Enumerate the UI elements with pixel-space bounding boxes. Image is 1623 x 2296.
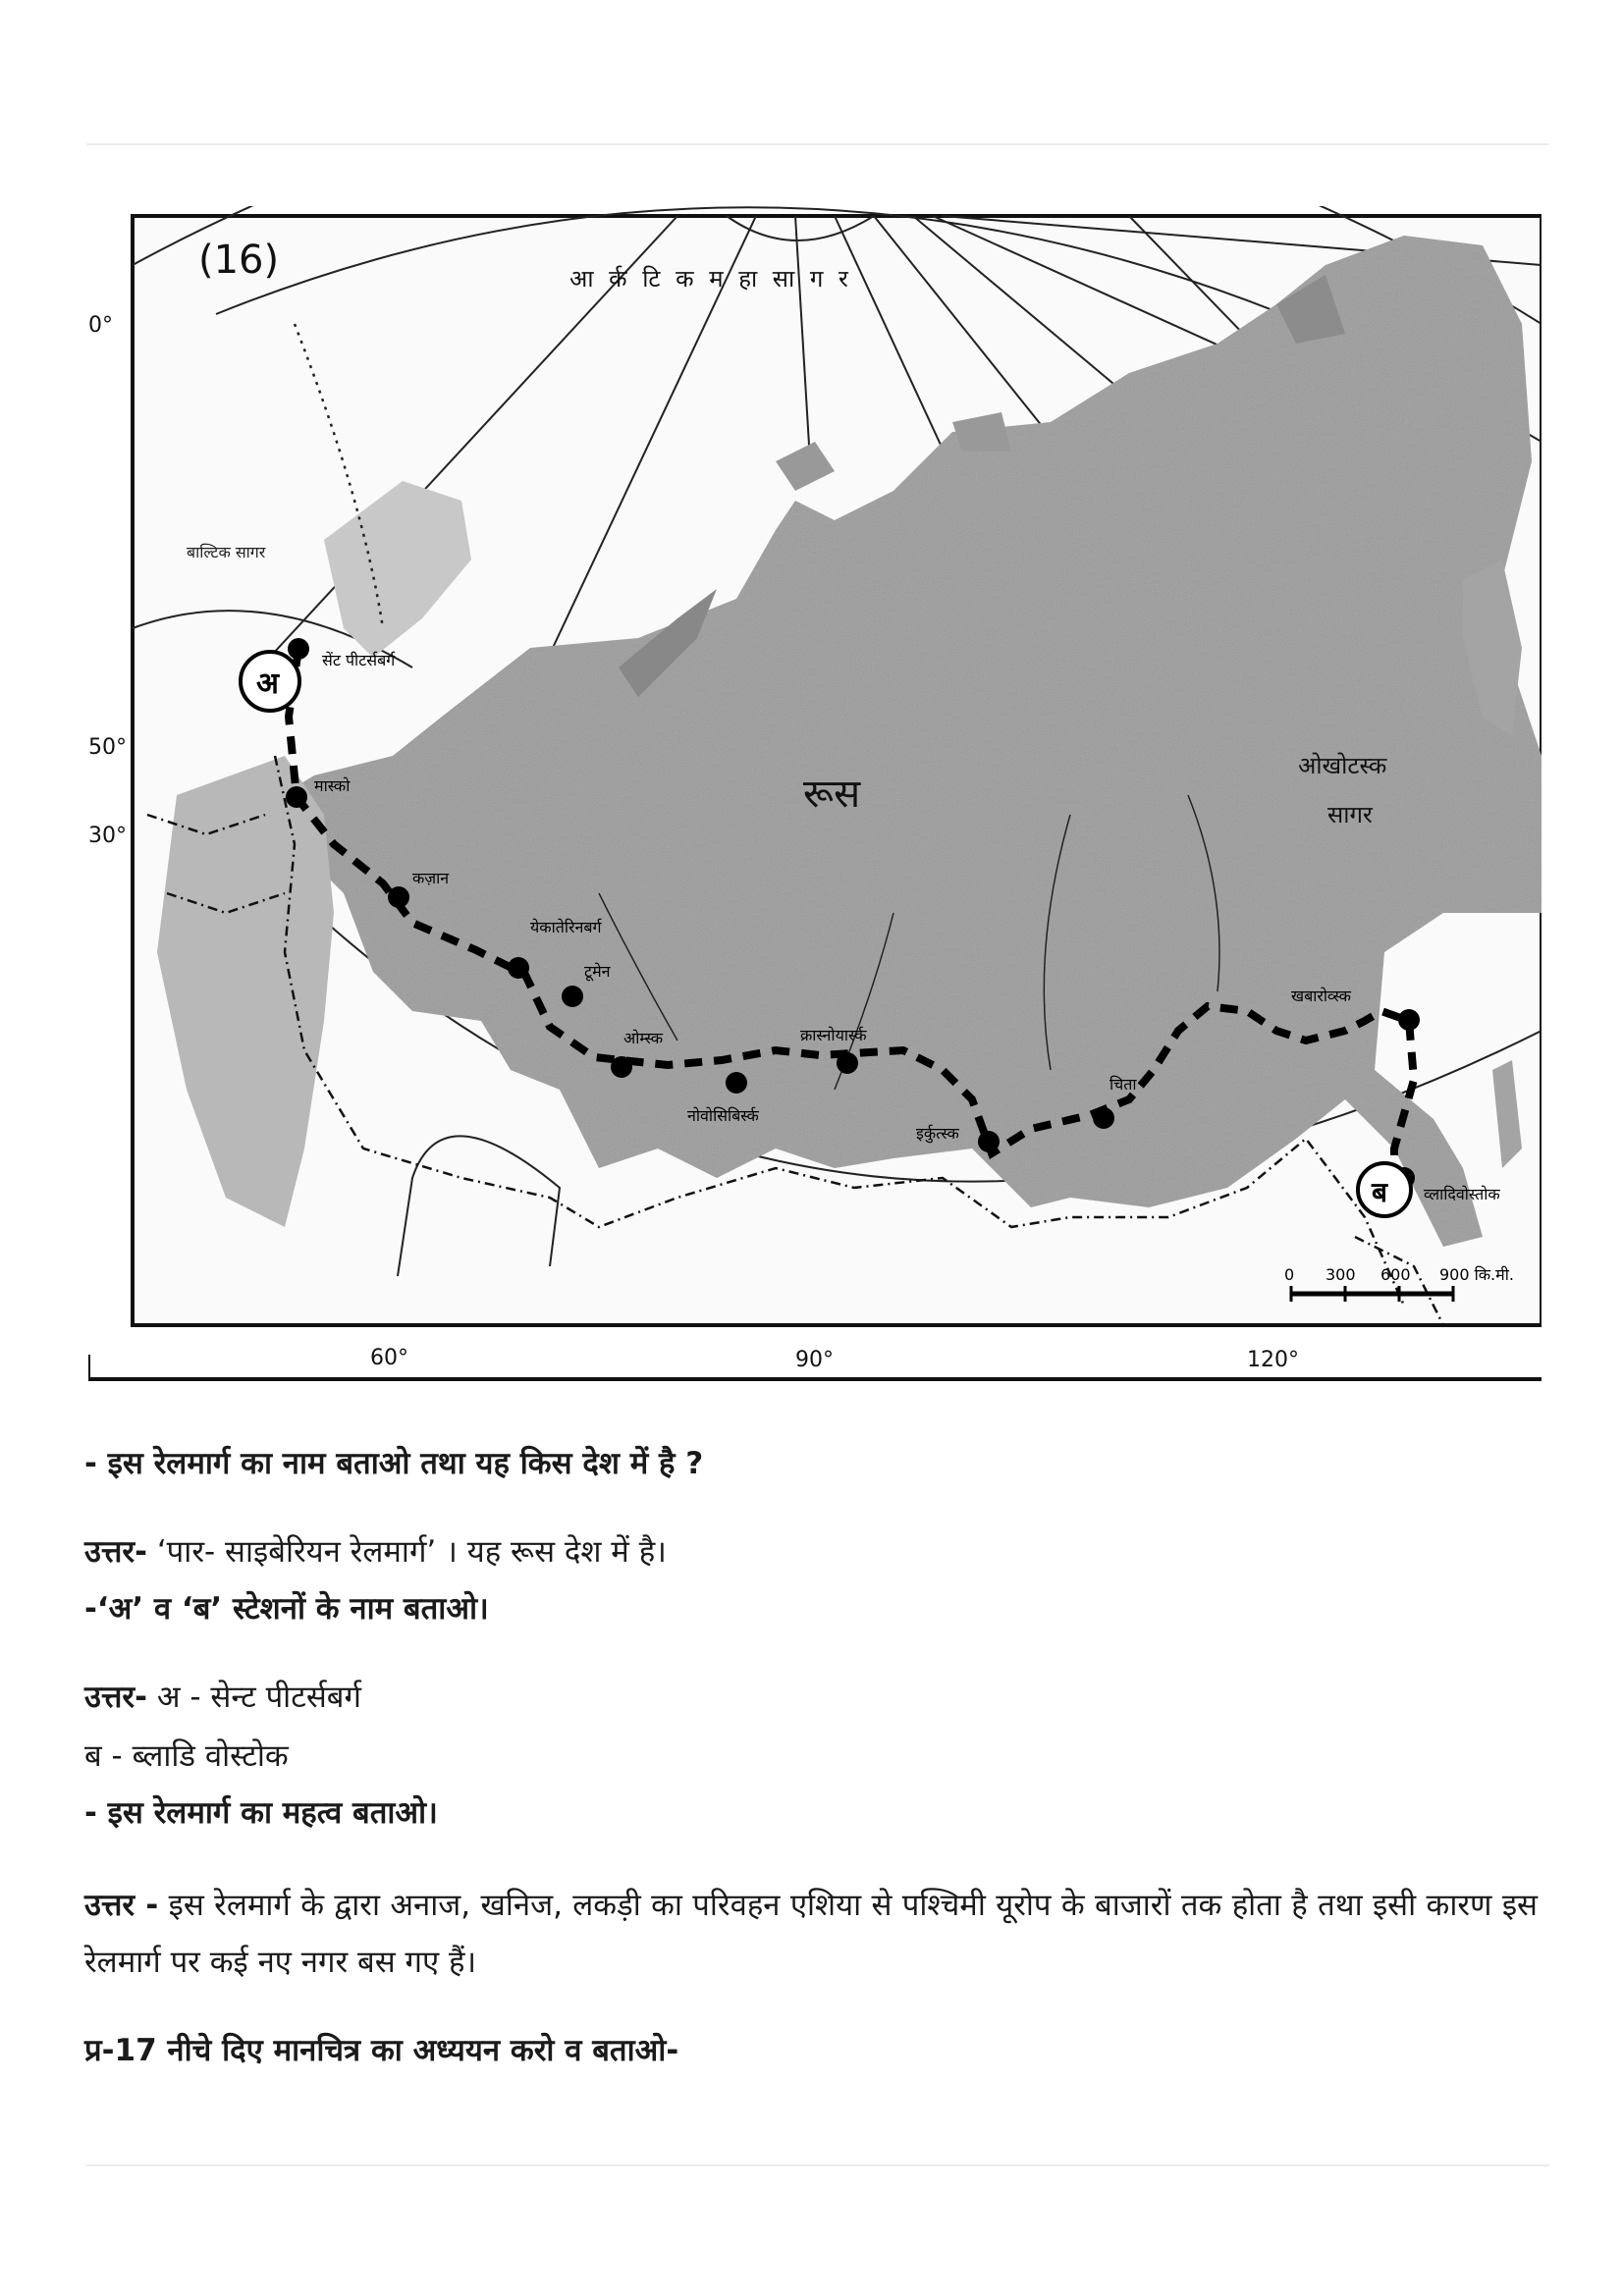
- station-dot-tyumen: [562, 986, 583, 1007]
- station-label: कज़ान: [412, 869, 450, 887]
- country-label: रूस: [803, 772, 861, 817]
- baltic-sea-label: बाल्टिक सागर: [187, 543, 266, 561]
- lon-label: 120°: [1247, 1348, 1299, 1372]
- answer-text: अ - सेन्ट पीटर्सबर्ग: [146, 1680, 361, 1715]
- okhotsk-sea-label-2: सागर: [1327, 801, 1373, 828]
- marker-a: [241, 652, 299, 711]
- station-dot-khabarovsk: [1398, 1009, 1420, 1031]
- station-dot-kazan: [388, 886, 409, 908]
- answer-label: उत्तर -: [84, 1888, 159, 1923]
- scale-tick: 900 कि.मी.: [1439, 1265, 1514, 1284]
- question-rail-importance: - इस रेलमार्ग का महत्व बताओ।: [84, 1795, 438, 1831]
- answer-station-a: [84, 1677, 361, 1718]
- answer-text: इस रेलमार्ग के द्वारा अनाज, खनिज, लकड़ी का परिवहन एशिया से पश्चिमी यूरोप के बाजारों तक होता है तथा इसी कारण इस रेलमार्ग पर कई नए नगर बस गए हैं।: [84, 1888, 1538, 1980]
- scale-tick: 300: [1325, 1265, 1356, 1284]
- station-label: चिता: [1109, 1075, 1137, 1094]
- station-dot-chita: [1093, 1107, 1114, 1129]
- station-label: ओम्स्क: [623, 1029, 664, 1047]
- svg-text:ब: ब: [1372, 1176, 1387, 1208]
- station-dot-st-petersburg: [288, 638, 309, 660]
- station-label: इर्कुत्स्क: [916, 1124, 959, 1143]
- question-17: प्र-17 नीचे दिए मानचित्र का अध्ययन करो व बताओ-: [84, 2033, 679, 2068]
- lon-label: 90°: [795, 1348, 834, 1372]
- answer-rail-name: [84, 1531, 667, 1573]
- station-dot-omsk: [611, 1056, 632, 1078]
- station-label: नोवोसिबिर्स्क: [687, 1106, 759, 1125]
- station-label: मास्को: [314, 776, 351, 795]
- question-station-names: -‘अ’ व ‘ब’ स्टेशनों के नाम बताओ।: [84, 1591, 489, 1627]
- marker-b: [1358, 1163, 1411, 1216]
- station-label: सेंट पीटर्सबर्ग: [322, 651, 396, 669]
- trans-siberian-map: [88, 206, 1542, 1394]
- lat-label: 30°: [88, 824, 127, 848]
- answer-station-b: ब - ब्लाडि वोस्टोक: [84, 1738, 289, 1774]
- question-number-badge: (16): [198, 238, 280, 283]
- lon-label: 60°: [370, 1346, 408, 1370]
- lat-label: 50°: [88, 735, 127, 760]
- top-divider: [86, 143, 1549, 145]
- ocean-label: आ र्क टि क म हा सा ग र: [569, 265, 852, 293]
- scale-tick: 0: [1284, 1265, 1295, 1284]
- station-dot-krasnoyarsk: [837, 1052, 858, 1074]
- station-label: येकातेरिनबर्ग: [530, 918, 602, 936]
- okhotsk-sea-label: ओखोटस्क: [1298, 752, 1387, 779]
- station-label: व्लादिवोस्तोक: [1424, 1185, 1500, 1203]
- station-label: क्रास्नोयार्स्क: [800, 1026, 867, 1044]
- scale-tick: 600: [1380, 1265, 1411, 1284]
- answer-label: उत्तर-: [84, 1534, 147, 1570]
- answer-label: उत्तर-: [84, 1680, 147, 1715]
- station-label: खबारोव्स्क: [1291, 987, 1351, 1005]
- svg-text:अ: अ: [256, 667, 279, 701]
- station-dot-yekaterinburg: [508, 957, 529, 979]
- answer-rail-importance: [84, 1877, 1538, 1991]
- question-rail-name: - इस रेलमार्ग का नाम बताओ तथा यह किस देश में है ?: [84, 1446, 704, 1481]
- station-dot-novosibirsk: [726, 1072, 747, 1094]
- lat-label: 0°: [88, 313, 113, 338]
- bottom-divider: [86, 2164, 1549, 2166]
- answer-text: ‘पार- साइबेरियन रेलमार्ग’ । यह रूस देश में है।: [146, 1534, 667, 1570]
- station-dot-moscow: [286, 786, 307, 808]
- station-label: टूमेन: [584, 962, 611, 981]
- station-dot-irkutsk: [978, 1131, 1000, 1152]
